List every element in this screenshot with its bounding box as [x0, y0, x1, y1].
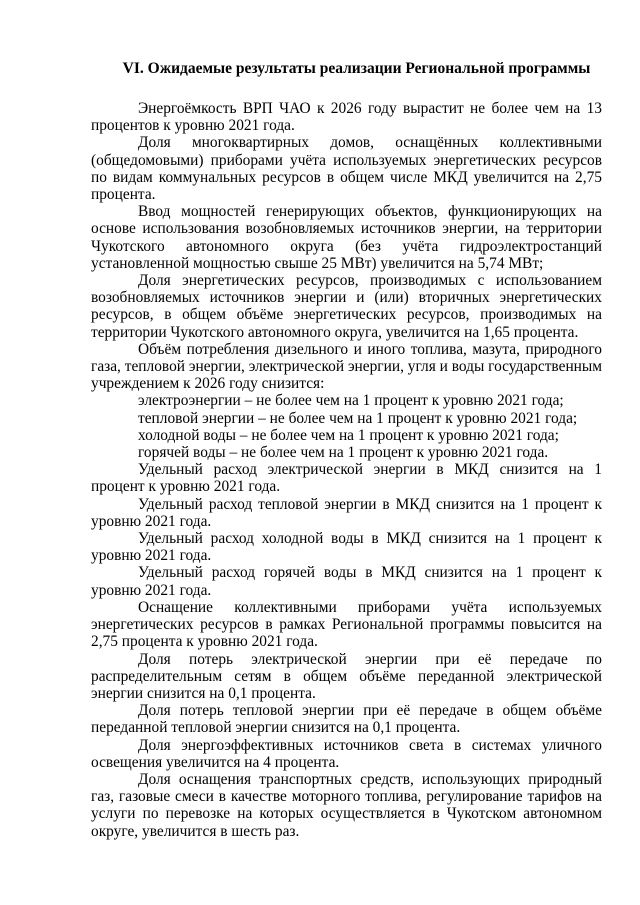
paragraph: Доля многоквартирных домов, оснащённых коллективными (общедомовыми) приборами учёта используемых энергетических ресурсов по видам коммунальных ресурсов в общем числе МКД увеличится на 2,75 процента.: [91, 134, 602, 204]
paragraph: Энергоёмкость ВРП ЧАО к 2026 году вырастит не более чем на 13 процентов к уровню 2021 года.: [91, 100, 602, 135]
list-item: электроэнергии – не более чем на 1 процент к уровню 2021 года;: [138, 392, 564, 410]
document-body: [91, 100, 602, 840]
paragraph: Доля потерь электрической энергии при её передаче по распределительным сетям в общем объёме переданной электрической энергии снизится на 0,1 процента.: [91, 650, 602, 702]
list-item: холодной воды – не более чем на 1 процент к уровню 2021 года;: [138, 426, 559, 444]
list-item: тепловой энергии – не более чем на 1 процент к уровню 2021 года;: [138, 409, 578, 427]
paragraph: Доля энергоэффективных источников света в системах уличного освещения увеличится на 4 процента.: [91, 736, 602, 771]
paragraph: Удельный расход горячей воды в МКД снизится на 1 процент к уровню 2021 года.: [91, 564, 602, 599]
paragraph: Доля энергетических ресурсов, производимых с использованием возобновляемых источников энергии и (или) вторичных энергетических ресурсов, в общем объёме энергетических ресурсов, производимых на территории Чукотского автономного округа, увеличится на 1,65 процента.: [91, 272, 602, 341]
paragraph: Удельный расход холодной воды в МКД снизится на 1 процент к уровню 2021 года.: [91, 530, 602, 565]
paragraph: Объём потребления дизельного и иного топлива, мазута, природного газа, тепловой энергии, электрической энергии, угля и воды государственным учреждением к 2026 году снизится:: [91, 340, 602, 393]
paragraph: Оснащение коллективными приборами учёта используемых энергетических ресурсов в рамках Региональной программы повысится на 2,75 процента к уровню 2021 года.: [91, 598, 602, 651]
paragraph: Доля потерь тепловой энергии при её передаче в общем объёме переданной тепловой энергии снизится на 0,1 процента.: [91, 702, 602, 737]
section-heading: VI. Ожидаемые результаты реализации Региональной программы: [122, 60, 591, 77]
paragraph: Ввод мощностей генерирующих объектов, функционирующих на основе использования возобновляемых источников энергии, на территории Чукотского автономного округа (без учёта гидроэлектростанций установленной мощностью свыше 25 МВт) увеличится на 5,74 МВт;: [91, 203, 602, 272]
paragraph: Удельный расход электрической энергии в МКД снизится на 1 процент к уровню 2021 года.: [91, 461, 602, 496]
list-item: горячей воды – не более чем на 1 процент к уровню 2021 года.: [138, 444, 549, 462]
paragraph: Удельный расход тепловой энергии в МКД снизится на 1 процент к уровню 2021 года.: [91, 495, 602, 530]
paragraph: Доля оснащения транспортных средств, использующих природный газ, газовые смеси в качестве моторного топлива, регулирование тарифов на услуги по перевозке на которых осуществляется в Чукотском автономном округе, увеличится в шесть раз.: [91, 770, 602, 840]
